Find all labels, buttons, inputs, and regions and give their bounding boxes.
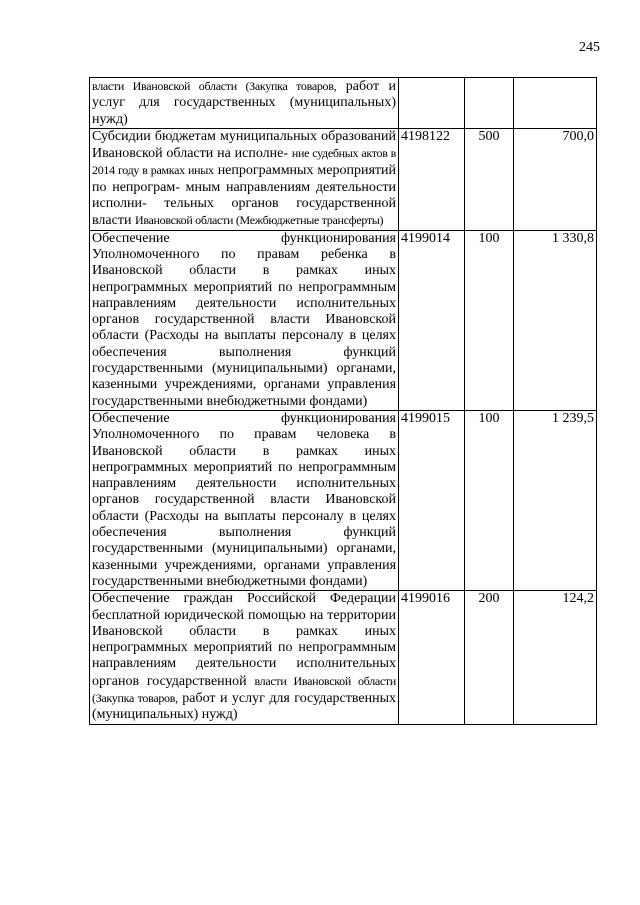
expense-type-code: 500 <box>465 128 514 230</box>
table-row <box>90 230 597 410</box>
amount: 1 330,8 <box>514 230 597 410</box>
description-line: выполнения функций государственными <box>92 344 397 377</box>
table-row <box>90 591 597 724</box>
description-line: (муниципальных) нужд) <box>92 95 397 127</box>
description-line: бесплатной юридической помощью на <box>92 607 324 623</box>
description-line: непрограммных мероприятий по непрограм- <box>92 163 397 195</box>
amount: 1 239,5 <box>514 410 597 590</box>
description-line: непрограммным направлениям деятельности <box>92 640 396 672</box>
description-line: Ивановской области в рамках иных <box>92 443 396 459</box>
description-line: Субсидии бюджетам муниципальных <box>92 128 317 144</box>
description-line: исполнительных органов государственной <box>92 295 396 328</box>
description-line: Обеспечение граждан Российской Федерации <box>92 591 396 607</box>
table-row <box>90 410 597 590</box>
expense-type-code: 200 <box>465 591 514 724</box>
description-line: непрограммным направлениям деятельности <box>92 459 396 492</box>
expense-type-code: 100 <box>465 410 514 590</box>
description-line: непрограммным направлениям деятельности <box>92 279 396 311</box>
description-line: (муниципальными) органами, казенными <box>92 541 396 573</box>
budget-table-body <box>90 78 597 725</box>
description-line: выплаты персоналу в целях обеспечения <box>92 508 396 541</box>
description-line: Ивановской области в рамках иных <box>92 263 396 279</box>
description-line: выполнения функций государственными <box>92 525 397 557</box>
description-line: ние судебных актов в 2014 году в рамках иных <box>92 146 396 178</box>
target-article-code <box>399 78 465 129</box>
expense-type-code: 100 <box>465 230 514 410</box>
description-line: учреждениями, органами управления <box>164 377 397 393</box>
description-line: власти Ивановской области (Закупка товаров, <box>92 673 397 705</box>
description-line: исполнительных органов государственной <box>92 656 396 689</box>
page-number: 245 <box>579 40 600 55</box>
row-description <box>90 410 399 590</box>
description-line: иных непрограммных мероприятий по <box>92 623 396 656</box>
description-line: непрограммных мероприятий по <box>92 279 293 295</box>
description-line: тельных органов государственной власти <box>92 196 397 229</box>
target-article-code: 4199016 <box>399 591 465 724</box>
description-line: непрограммных мероприятий по <box>92 459 293 475</box>
description-line: власти Ивановской области (Расходы на <box>92 492 396 524</box>
description-line: работ и услуг для государственных <box>182 690 396 706</box>
description-line: учреждениями, органами управления <box>164 557 397 573</box>
description-line: исполнительных органов государственной <box>92 476 396 508</box>
row-description <box>90 230 399 410</box>
description-line: государственными внебюджетными фондами) <box>92 393 368 409</box>
table-row <box>90 128 597 230</box>
description-line: государственными внебюджетными фондами) <box>92 573 368 589</box>
description-line: образований Ивановской области на исполне- <box>92 128 396 162</box>
amount <box>514 78 597 129</box>
table-row <box>90 78 597 129</box>
description-line: Ивановской области (Межбюджетные трансферты) <box>134 213 384 228</box>
row-description <box>90 591 399 724</box>
target-article-code: 4198122 <box>399 128 465 230</box>
budget-table <box>89 77 597 725</box>
description-line: Уполномоченного по правам человека в <box>92 427 396 443</box>
description-line: власти Ивановской области (Закупка товаров, <box>92 79 337 93</box>
description-line: территории Ивановской области в рамках <box>92 607 397 639</box>
target-article-code: 4199015 <box>399 410 465 590</box>
description-line: Обеспечение функционирования <box>92 230 396 246</box>
target-article-code: 4199014 <box>399 230 465 410</box>
description-line: Обеспечение функционирования <box>92 410 396 426</box>
row-description <box>90 78 399 129</box>
description-line: (муниципальных) нужд) <box>92 707 238 723</box>
description-line: мным направлениям деятельности исполни- <box>92 179 396 212</box>
description-line: власти Ивановской области (Расходы на <box>92 312 396 344</box>
description-line: работ и услуг для государственных <box>92 79 397 111</box>
amount: 124,2 <box>514 591 597 724</box>
amount: 700,0 <box>514 128 597 230</box>
description-line: (муниципальными) органами, казенными <box>92 361 396 393</box>
description-line: выплаты персоналу в целях обеспечения <box>92 328 396 360</box>
description-line: Уполномоченного по правам ребенка в <box>92 246 396 262</box>
expense-type-code <box>465 78 514 129</box>
row-description <box>90 128 399 230</box>
